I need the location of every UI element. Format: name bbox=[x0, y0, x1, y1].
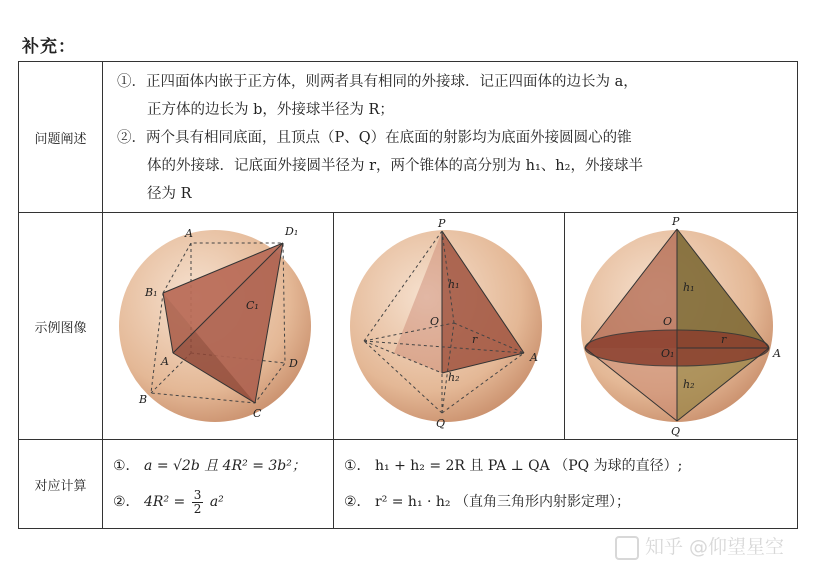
fig1-label: C₁ bbox=[246, 299, 259, 312]
calc-left-2-fraction bbox=[192, 489, 204, 516]
row-label-problem: 问题阐述 bbox=[19, 62, 103, 213]
fig2-label: h₂ bbox=[448, 371, 460, 384]
figure-cube-tetrahedron bbox=[103, 213, 334, 440]
fig1-label: C bbox=[253, 407, 262, 420]
fig3-label: P bbox=[672, 215, 680, 228]
figure-double-cone bbox=[565, 213, 798, 440]
calc-row bbox=[19, 440, 798, 529]
fig3-label: Q bbox=[671, 425, 681, 438]
fig2-label: A bbox=[530, 351, 538, 364]
examples-row bbox=[19, 213, 798, 440]
calc-right bbox=[334, 440, 798, 529]
row-label-examples: 示例图像 bbox=[19, 213, 103, 440]
cube-tetrahedron-diagram bbox=[103, 213, 333, 439]
fig1-label: B bbox=[139, 393, 148, 406]
problem-description bbox=[103, 62, 798, 213]
fig1-label: A bbox=[185, 227, 193, 240]
fig1-label: D₁ bbox=[285, 225, 299, 238]
problem-row bbox=[19, 62, 798, 213]
fig1-label: A bbox=[161, 355, 169, 368]
fig3-label: O bbox=[663, 315, 673, 328]
fig3-label: h₁ bbox=[683, 281, 695, 294]
calc-left-1-formula: a = √2b 且 4R² = 3b²； bbox=[144, 458, 306, 474]
fig3-label: O₁ bbox=[661, 347, 675, 360]
fig2-label: r bbox=[472, 333, 478, 346]
calc-left-1 bbox=[113, 448, 323, 484]
problem-item1-line2: 正方体的边长为 b，外接球半径为 R； bbox=[147, 102, 394, 118]
double-cone-diagram bbox=[565, 213, 797, 439]
problem-item2-line3: 径为 R bbox=[147, 186, 192, 202]
calc-left-2-lhs: 4R² = bbox=[144, 494, 186, 510]
problem-item1-line1: ①．正四面体内嵌于正方体，则两者具有相同的外接球．记正四面体的边长为 a， bbox=[117, 74, 638, 90]
watermark bbox=[615, 532, 784, 560]
figure-double-pyramid bbox=[334, 213, 565, 440]
problem-item2-line2: 体的外接球．记底面外接圆半径为 r，两个锥体的高分别为 h₁、h₂，外接球半 bbox=[147, 158, 643, 174]
calc-left-2-rhs: a² bbox=[209, 494, 224, 510]
calc-left-2-prefix: ②． bbox=[113, 494, 140, 510]
fig2-label: h₁ bbox=[448, 278, 460, 291]
zhihu-logo-icon bbox=[615, 536, 639, 560]
fig2-label: Q bbox=[436, 417, 446, 430]
fig2-label: O bbox=[430, 315, 440, 328]
watermark-text: 知乎 @仰望星空 bbox=[644, 536, 784, 558]
row-label-calc: 对应计算 bbox=[19, 440, 103, 529]
summary-table bbox=[18, 61, 798, 529]
problem-item2-line1: ②．两个具有相同底面，且顶点（P、Q）在底面的射影均为底面外接圆圆心的锥 bbox=[117, 130, 632, 146]
fraction-denominator: 2 bbox=[193, 501, 202, 516]
fig3-label: h₂ bbox=[683, 378, 695, 391]
calc-right-2: ②． r² = h₁ · h₂ （直角三角形内射影定理）； bbox=[344, 494, 630, 510]
fig3-label: r bbox=[721, 333, 727, 346]
fig1-label: B₁ bbox=[145, 286, 158, 299]
calc-left-1-prefix: ①． bbox=[113, 458, 140, 474]
fig1-label: D bbox=[289, 357, 298, 370]
calc-left-2 bbox=[113, 484, 323, 520]
section-heading: 补充： bbox=[22, 37, 76, 57]
calc-left bbox=[103, 440, 334, 529]
double-pyramid-diagram bbox=[334, 213, 564, 439]
fig3-label: A bbox=[773, 347, 781, 360]
calc-right-1: ①． h₁ + h₂ = 2R 且 PA ⊥ QA （PQ 为球的直径）; bbox=[344, 458, 683, 474]
fig2-label: P bbox=[438, 217, 446, 230]
fraction-numerator: 3 bbox=[193, 487, 202, 502]
